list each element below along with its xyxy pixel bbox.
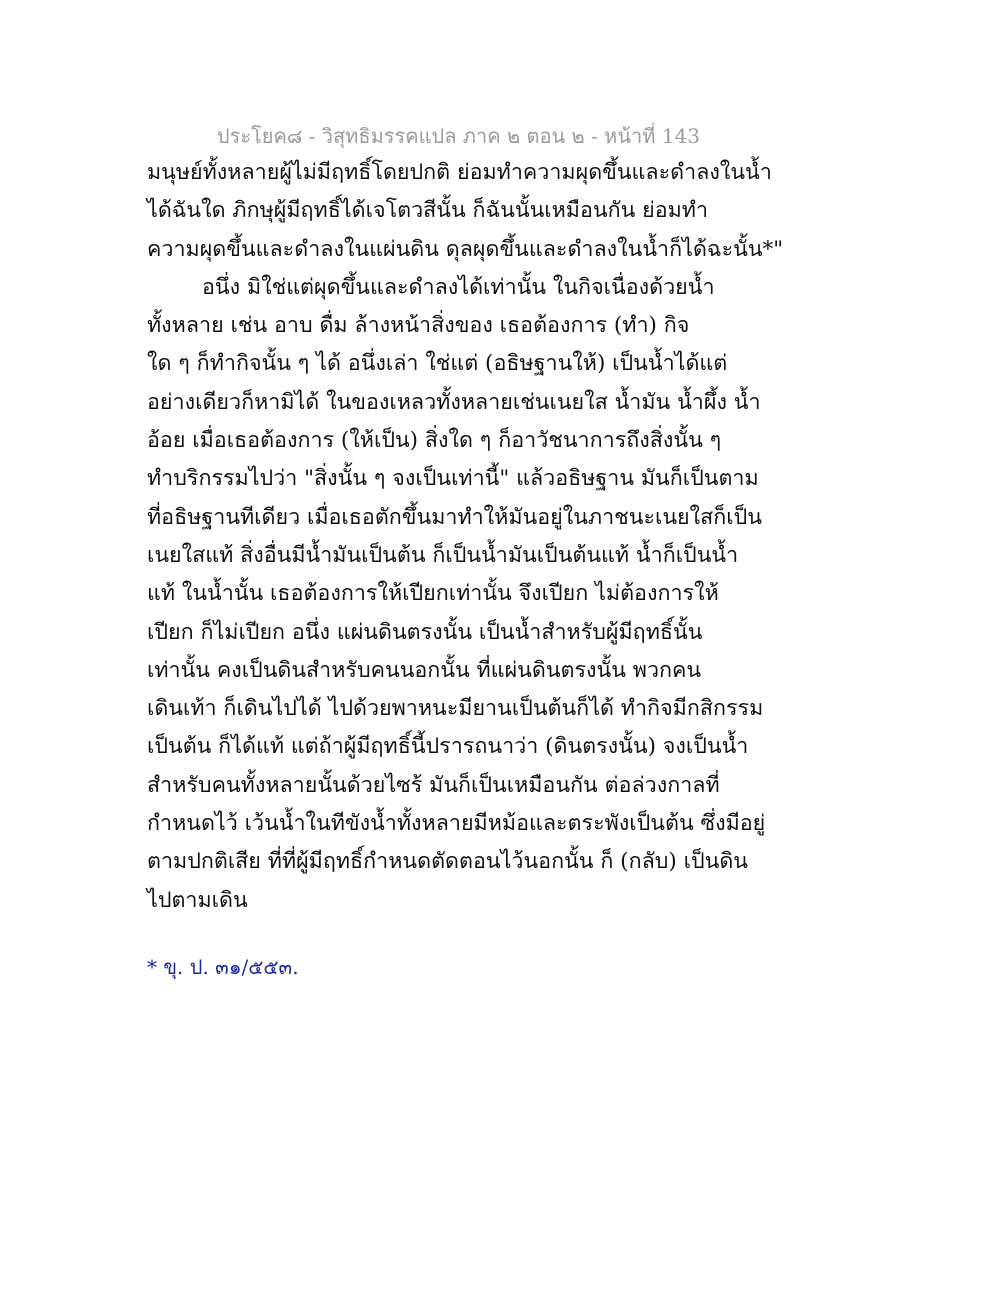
text-line: สำหรับคนทั้งหลายนั้นด้วยไซร้ มันก็เป็นเหมือนกัน ต่อล่วงกาลที่ (147, 772, 720, 798)
text-line: แท้ ในน้ำนั้น เธอต้องการให้เปียกเท่านั้น จึงเปียก ไม่ต้องการให้ (147, 581, 719, 607)
paragraph-start-line: อนึ่ง มิใช่แต่ผุดขึ้นและดำลงได้เท่านั้น ในกิจเนื่องด้วยน้ำ (202, 274, 715, 300)
text-line: ได้ฉันใด ภิกษุผู้มีฤทธิ์ได้เจโตวสีนั้น ก็ฉันนั้นเหมือนกัน ย่อมทำ (147, 198, 709, 224)
footnote: * ขุ. ป. ๓๑/๕๕๓. (147, 955, 299, 979)
text-line: อ้อย เมื่อเธอต้องการ (ให้เป็น) สิ่งใด ๆ ก็อาวัชนาการถึงสิ่งนั้น ๆ (147, 428, 722, 454)
body-text (147, 154, 784, 920)
text-line: เท่านั้น คงเป็นดินสำหรับคนนอกนั้น ที่แผ่นดินตรงนั้น พวกคน (147, 657, 702, 683)
text-line: เดินเท้า ก็เดินไปได้ ไปด้วยพาหนะมียานเป็นต้นก็ได้ ทำกิจมีกสิกรรม (147, 696, 764, 722)
text-line: ที่อธิษฐานทีเดียว เมื่อเธอตักขึ้นมาทำให้มันอยู่ในภาชนะเนยใสก็เป็น (147, 504, 762, 530)
text-line: มนุษย์ทั้งหลายผู้ไม่มีฤทธิ์โดยปกติ ย่อมทำความผุดขึ้นและดำลงในน้ำ (147, 160, 772, 185)
text-line: ทำบริกรรมไปว่า "สิ่งนั้น ๆ จงเป็นเท่านี้" แล้วอธิษฐาน มันก็เป็นตาม (147, 466, 759, 492)
text-line: ทั้งหลาย เช่น อาบ ดื่ม ล้างหน้าสิ่งของ เธอต้องการ (ทำ) กิจ (147, 313, 690, 339)
text-line: ความผุดขึ้นและดำลงในแผ่นดิน ดุลผุดขึ้นและดำลงในน้ำก็ได้ฉะนั้น*" (147, 236, 784, 262)
text-line: เปียก ก็ไม่เปียก อนึ่ง แผ่นดินตรงนั้น เป็นน้ำสำหรับผู้มีฤทธิ์นั้น (147, 619, 703, 645)
text-line: เป็นต้น ก็ได้แท้ แต่ถ้าผู้มีฤทธิ์นี้ปรารถนาว่า (ดินตรงนั้น) จงเป็นน้ำ (147, 734, 749, 760)
text-line: ไปตามเดิน (147, 887, 248, 913)
text-line: เนยใสแท้ สิ่งอื่นมีน้ำมันเป็นต้น ก็เป็นน้ำมันเป็นต้นแท้ น้ำก็เป็นน้ำ (147, 542, 739, 568)
text-line: ใด ๆ ก็ทำกิจนั้น ๆ ได้ อนึ่งเล่า ใช่แต่ (อธิษฐานให้) เป็นน้ำได้แต่ (147, 351, 728, 377)
text-line: กำหนดไว้ เว้นน้ำในทีขังน้ำทั้งหลายมีหม้อและตระพังเป็นต้น ซึ่งมีอยู่ (147, 811, 766, 837)
text-line: อย่างเดียวก็หามิได้ ในของเหลวทั้งหลายเช่นเนยใส น้ำมัน น้ำผึ้ง น้ำ (147, 389, 761, 415)
running-head: ประโยค๘ - วิสุทธิมรรคแปล ภาค ๒ ตอน ๒ - หน้าที่ 143 (216, 124, 700, 148)
text-line: ตามปกติเสีย ที่ที่ผู้มีฤทธิ์กำหนดตัดตอนไว้นอกนั้น ก็ (กลับ) เป็นดิน (147, 849, 748, 875)
